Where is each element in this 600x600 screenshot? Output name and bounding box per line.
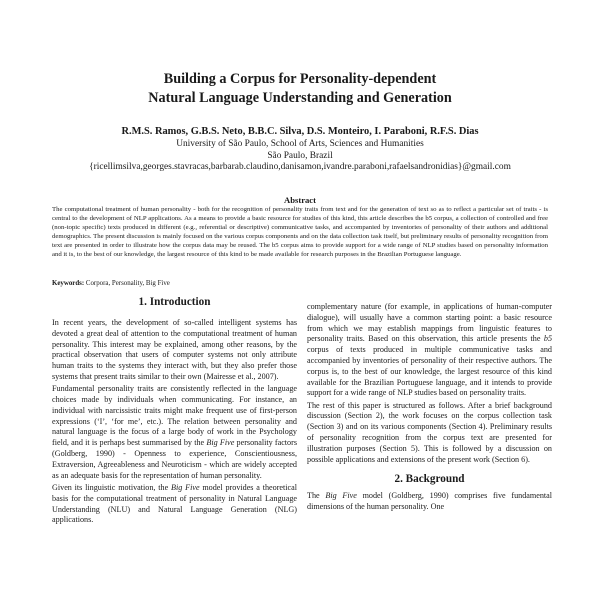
keywords-label: Keywords:: [52, 280, 85, 287]
affiliation-location: São Paulo, Brazil: [267, 150, 333, 161]
title-line-1: Building a Corpus for Personality-dependent: [163, 71, 437, 87]
author-emails: {ricellimsilva,georges.stavracas,barbarab.claudino,danisamon,ivandre.paraboni,rafaelsandronidias}@gmail.com: [89, 162, 511, 173]
intro-paragraph-2: Fundamental personality traits are consistently reflected in the language choices made by individuals when communicating. For instance, an individual with narcissistic traits might make frequent use of first-person expressions (‘I’, ‘for me’, etc.). The relation between personality and natural language is the focus of a large body of work in the Psychology field, and it is perhaps best summarised by the Big Five personality factors (Goldberg, 1990) - Openness to experience, Conscientiousness, Extraversion, Agreeableness and Neuroticism - which are widely accepted as an adequate basis for the representation of human personality.: [52, 384, 297, 480]
author-list: R.M.S. Ramos, G.B.S. Neto, B.B.C. Silva, D.S. Monteiro, I. Paraboni, R.F.S. Dias: [121, 126, 479, 137]
title-line-2: Natural Language Understanding and Generation: [148, 90, 452, 106]
intro-paragraph-1: In recent years, the development of so-called intelligent systems has devoted a great deal of attention to the computational treatment of human personality. This interest may be explained, among other reasons, by the practical observation that users of computer systems not only attribute human traits to the systems they interact with, but they also prefer those systems that present traits similar to their own (Mairesse et al., 2007).: [52, 318, 297, 381]
background-heading: 2. Background: [394, 473, 465, 486]
abstract-text: The computational treatment of human personality - both for the recognition of personality traits from text and for the generation of text so as to reflect a particular set of traits - is central to the development of NLP applications. As a means to provide a basic resource for studies of this kind, this article describes the b5 corpus, a collection of controlled and free (non-topic specific) texts produced in different (e.g., referential or descriptive) communicative tasks, and accompanied by inventories of personality of their authors and additional demographics. The present discussion is mainly focused on the various corpus components and on the data collection task itself, but preliminary results of personality recognition from text are presented in order to illustrate how the corpus data may be reused. The b5 corpus aims to provide support for a wide range of NLP studies based on personality information and it is, to the best of our knowledge, the largest resource of this kind to be made available for research purposes in the Brazilian Portuguese language.: [52, 206, 548, 258]
affiliation-block: [0, 139, 600, 174]
affiliation-institution: University of São Paulo, School of Arts, Sciences and Humanities: [176, 139, 424, 149]
intro-paragraph-5: The rest of this paper is structured as follows. After a brief background discussion (Section 2), the work focuses on the corpus collection task (Section 3) and on its various components (Section 4). Preliminary results of personality recognition from the corpus text are presented for illustration purposes (Section 5). This is followed by a discussion on possible applications and extensions of the present work (Section 6).: [307, 400, 552, 464]
intro-paragraph-4: complementary nature (for example, in applications of human-computer dialogue), will usually have a common starting point: a basic resource from which we may establish mappings from linguistic features to personality traits. Based on this observation, this article presents the b5 corpus of texts produced in multiple communicative tasks and accompanied by inventories of personality of their respective authors. The corpus is, to the best of our knowledge, the largest resource of this kind available for the Brazilian Portuguese language, and it intends to provide support for a wide range of NLP studies based on personality traits.: [307, 302, 552, 398]
right-column: [307, 302, 552, 515]
left-column: [52, 293, 297, 528]
introduction-heading: 1. Introduction: [138, 296, 211, 308]
abstract-heading: Abstract: [284, 195, 316, 205]
keywords-line: [52, 279, 548, 288]
keywords-values: Corpora, Personality, Big Five: [84, 280, 170, 287]
paper-title: [0, 70, 600, 108]
background-paragraph-1: The Big Five model (Goldberg, 1990) comprises five fundamental dimensions of the human personality. One: [307, 491, 552, 512]
intro-paragraph-3: Given its linguistic motivation, the Big Five model provides a theoretical basis for the computational treatment of personality in Natural Language Understanding (NLU) and Natural Language Generation (NLG) applications.: [52, 482, 297, 525]
